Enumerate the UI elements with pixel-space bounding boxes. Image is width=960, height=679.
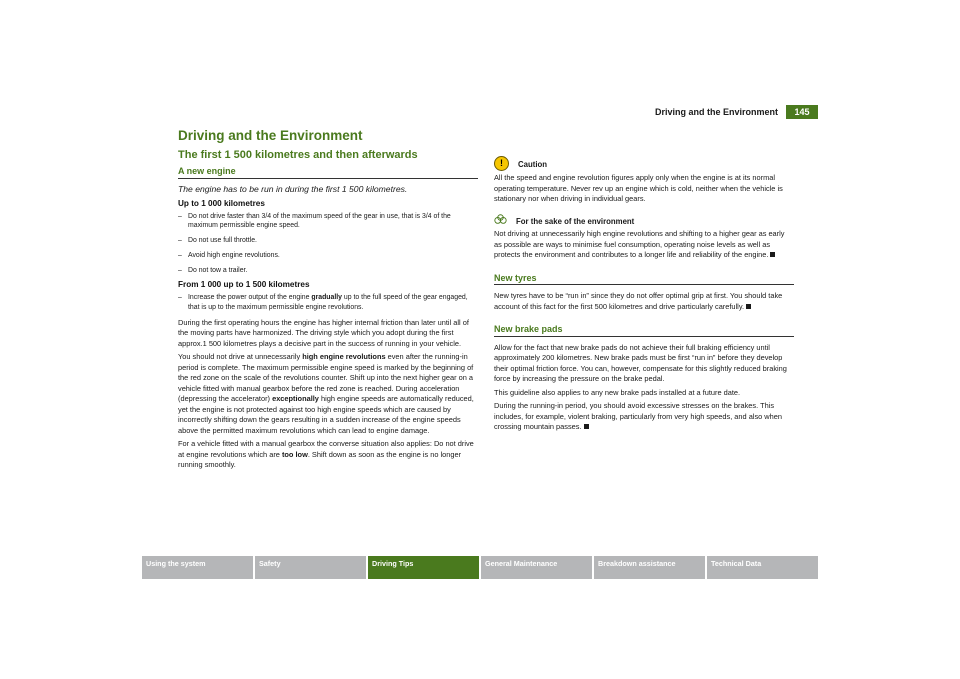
end-mark-icon <box>746 304 751 309</box>
page-number: 145 <box>786 105 818 119</box>
list-text: Increase the power output of the engine <box>188 293 312 301</box>
caution-heading <box>494 160 794 171</box>
paragraph-text: high engine speeds are automatically reduced, yet the engine is not protected against too high engine speeds which are caused by incorrectly shifting down the gears resulting in a sudden increase of the engine speeds above the permitted maximum revolutions which can lead to engine damage. <box>178 394 474 435</box>
tab-general-maintenance[interactable]: General Maintenance <box>481 556 592 579</box>
heading-1000-to-1500: From 1 000 up to 1 500 kilometres <box>178 280 310 290</box>
paragraph-text: . Shift down as soon as the engine is no longer running smoothly. <box>178 449 462 470</box>
brakes-text-body: During the running-in period, you should avoid excessive stresses on the brakes. This includes, for example, violent braking, particularly from very high speeds, and also when crossing mountain passes. <box>494 401 782 431</box>
section-title: The first 1 500 kilometres and then afterwards <box>178 148 418 161</box>
paragraph-text: even after the running-in period is complete. The maximum permissible engine speed is marked by the beginning of the red zone on the scale of the revolutions counter. Shift up into the next higher gear on a vehicle fitted with manual gearbox before the red zone is reached. During acceleration (depressing the accelerator) <box>178 352 474 404</box>
list-item: – Do not drive faster than 3/4 of the maximum speed of the gear in use, that is 3/4 of the maximum permissible engine speed. <box>178 212 478 232</box>
list-bold-text: gradually <box>311 293 342 301</box>
main-title: Driving and the Environment <box>178 128 363 143</box>
caution-text: All the speed and engine revolution figures apply only when the engine is at its normal operating temperature. Never rev up an engine which is cold, neither when the vehicle is stationary nor when driving in individual gears. <box>494 173 783 203</box>
header-title: Driving and the Environment <box>654 107 778 117</box>
right-column <box>494 160 794 436</box>
paragraph-text: For a vehicle fitted with a manual gearbox the converse situation also applies: Do not drive at engine revolutions which are <box>178 439 474 459</box>
tab-safety[interactable]: Safety <box>255 556 366 579</box>
end-mark-icon <box>584 424 589 429</box>
tab-using-the-system[interactable]: Using the system <box>142 556 253 579</box>
subsection-subtitle: The engine has to be run in during the first 1 500 kilometres. <box>178 183 408 194</box>
environment-text <box>494 229 794 261</box>
list-up-to-1000 <box>178 212 478 276</box>
tab-breakdown-assistance[interactable]: Breakdown assistance <box>594 556 705 579</box>
page-header <box>655 105 818 119</box>
tab-driving-tips[interactable]: Driving Tips <box>368 556 479 579</box>
tyres-text <box>494 291 794 312</box>
paragraph-friction: During the first operating hours the engine has higher internal friction than later until all of the moving parts have harmonized. The driving style which you adopt during the first approx.1 500 kilometres plays a decisive part in the success of running in your vehicle. <box>178 317 469 348</box>
environment-icon <box>494 214 507 225</box>
footer-nav <box>142 556 820 579</box>
environment-heading <box>494 217 794 228</box>
paragraph-bold-text: too low <box>281 449 308 459</box>
tab-technical-data[interactable]: Technical Data <box>707 556 818 579</box>
brakes-paragraph-1: Allow for the fact that new brake pads do not achieve their full braking efficiency until approximately 200 kilometres. New brake pads must be first “run in” before they develop their optimal friction force. You can, however, compensate for this slightly reduced braking force by increasing the pressure on the brake pedal. <box>494 342 787 383</box>
list-item <box>178 293 478 313</box>
list-item: – Do not tow a trailer. <box>178 266 478 276</box>
paragraph-bold-text: high engine revolutions <box>302 352 386 362</box>
section-title-new-brake-pads: New brake pads <box>494 324 794 337</box>
paragraph-bold-text: exceptionally <box>272 394 319 404</box>
paragraph-text: You should not drive at unnecessarily <box>178 352 303 362</box>
list-1000-to-1500 <box>178 293 478 313</box>
brakes-paragraph-2: This guideline also applies to any new brake pads installed at a future date. <box>494 387 741 397</box>
end-mark-icon <box>770 252 775 257</box>
heading-up-to-1000: Up to 1 000 kilometres <box>178 199 265 208</box>
caution-icon: ! <box>494 156 509 171</box>
caution-title: Caution <box>518 160 548 170</box>
environment-text-body: Not driving at unnecessarily high engine revolutions and shifting to a higher gear as early as possible are ways to minimise fuel consumption, operating noise levels as well as protects the environment and contributes to a longer life and reliability of the engine. <box>494 229 785 259</box>
paragraph-revolutions <box>178 352 478 436</box>
tyres-text-body: New tyres have to be “run in” since they do not offer optimal grip at first. You should take account of this fact for the first 500 kilometres and drive particularly carefully. <box>494 291 783 311</box>
list-item: – Do not use full throttle. <box>178 236 478 246</box>
list-item: – Avoid high engine revolutions. <box>178 251 478 261</box>
environment-title: For the sake of the environment <box>516 216 635 226</box>
subsection-title-new-engine: A new engine <box>178 166 478 179</box>
left-column <box>178 128 478 474</box>
section-title-new-tyres: New tyres <box>494 273 794 286</box>
list-text: up to the full speed of the gear engaged, that is up to the maximum permissible engine revolutions. <box>188 293 468 311</box>
brakes-paragraph-3 <box>494 401 794 433</box>
paragraph-too-low <box>178 439 478 471</box>
